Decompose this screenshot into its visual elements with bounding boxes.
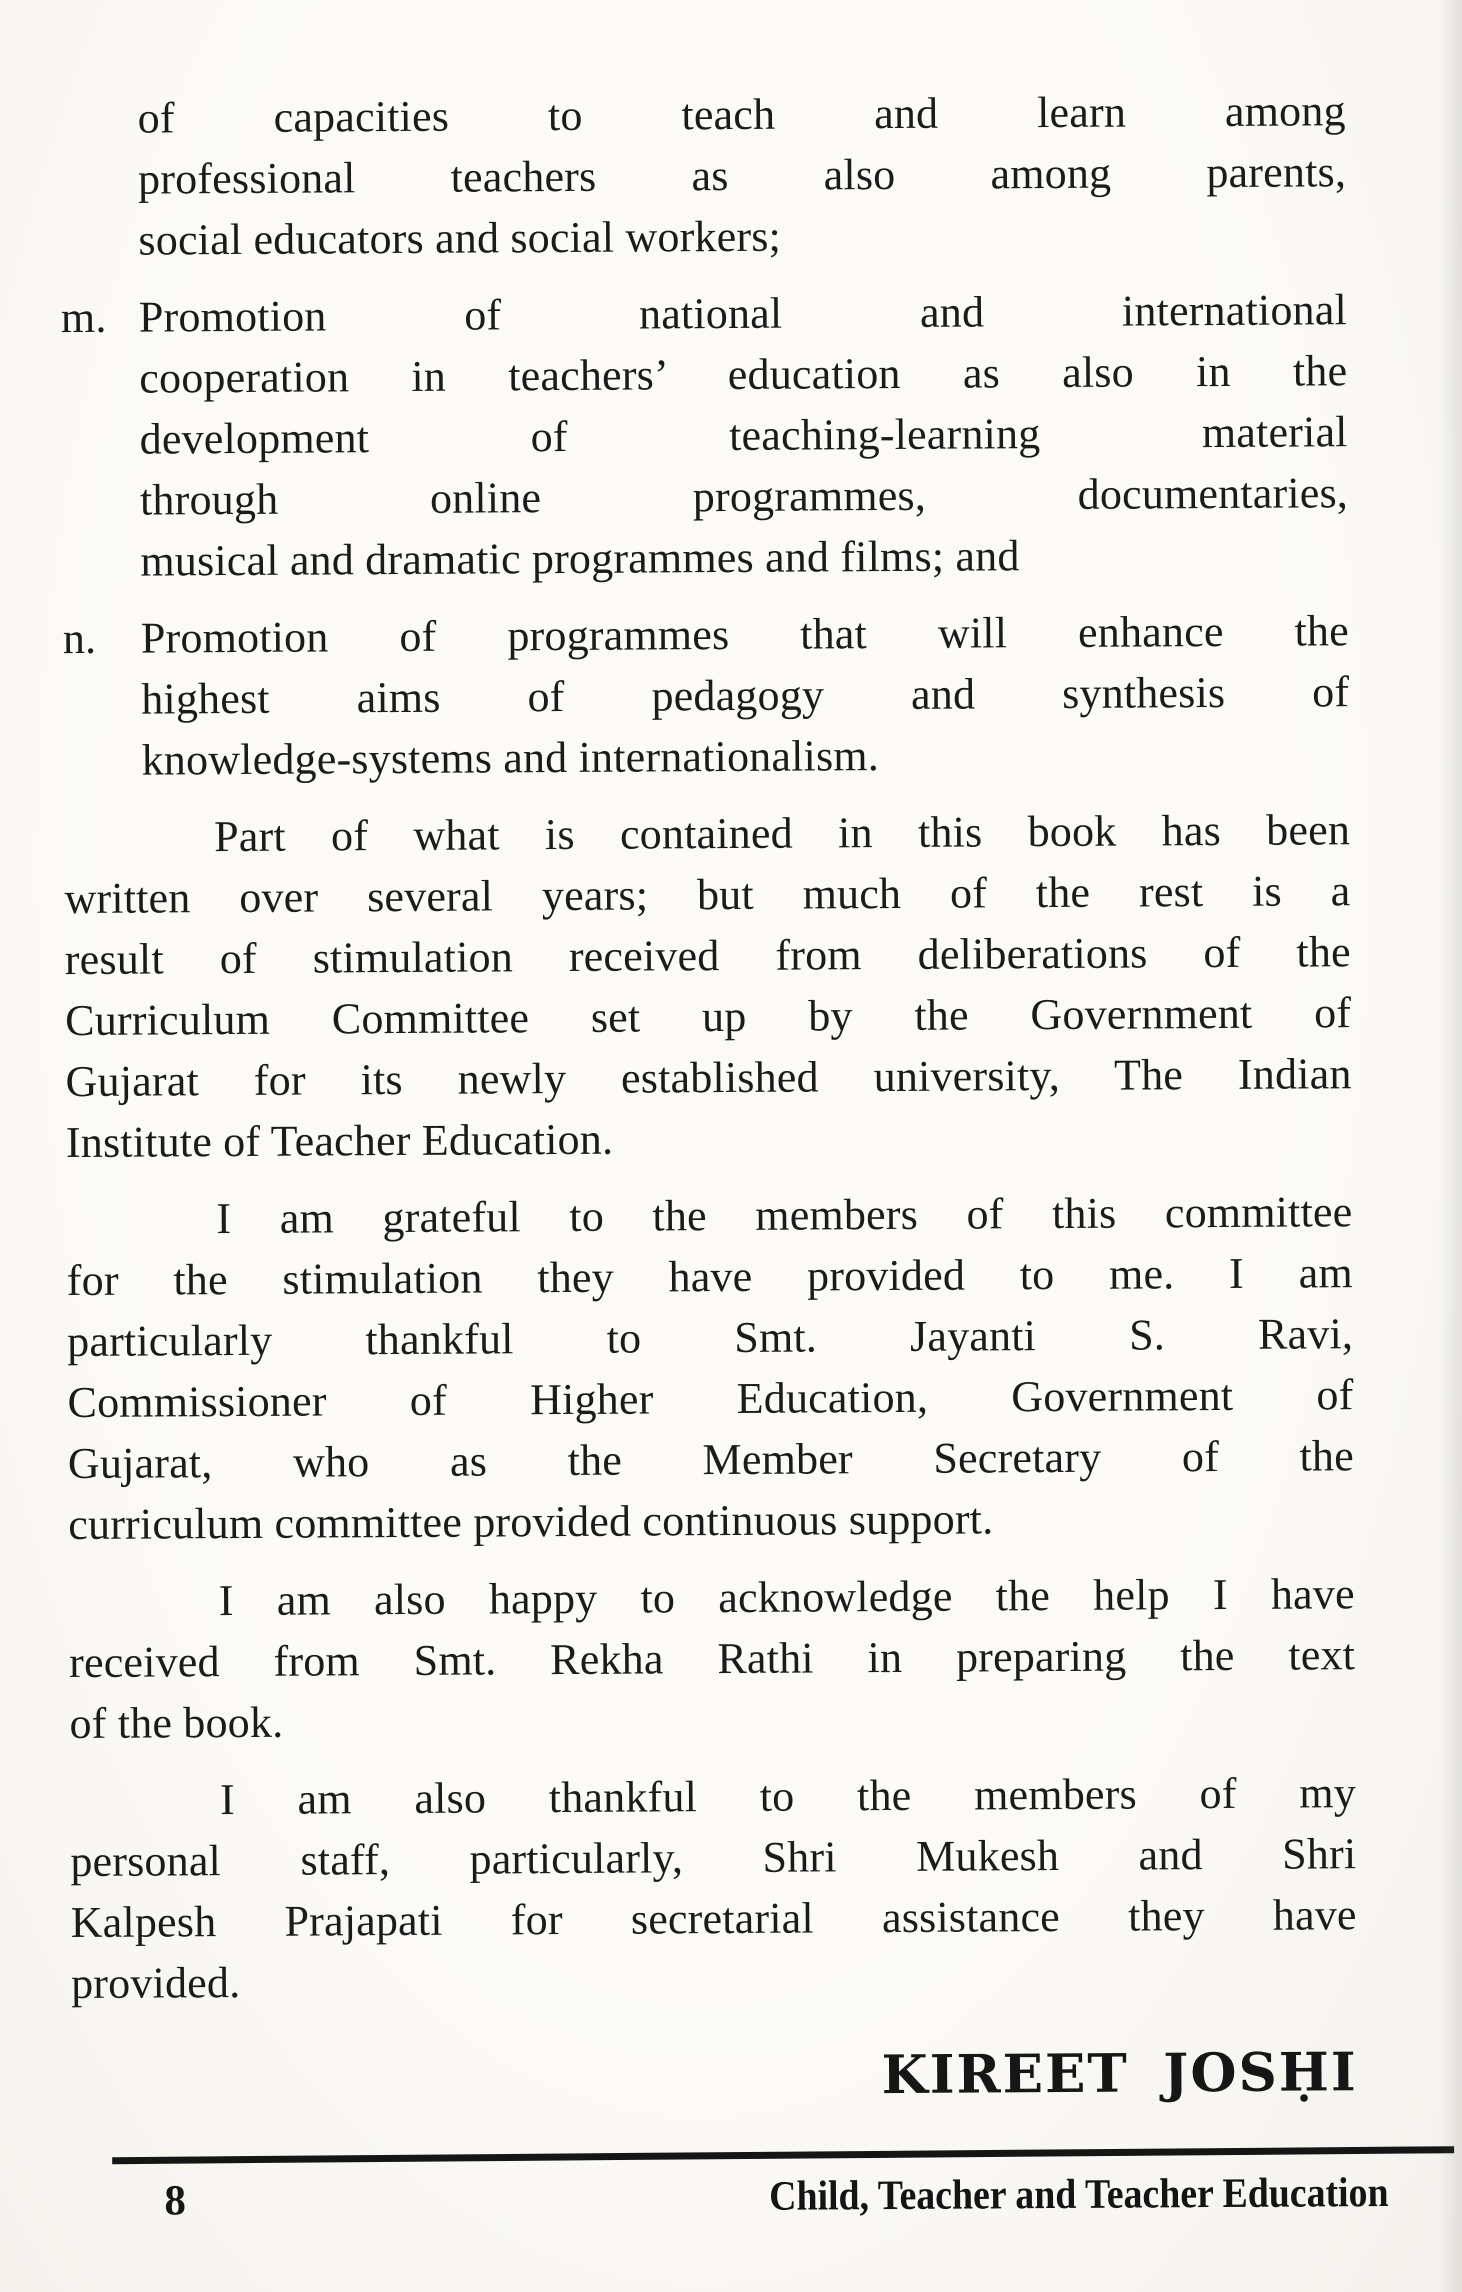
page-footer [6, 2148, 1462, 2227]
text-line: personal staff, particularly, Shri Mukesh and Shri [70, 1829, 1357, 1887]
text-line: professional teachers as also among parents, [137, 147, 1347, 204]
text-line: I am also happy to acknowledge the help I have [218, 1569, 1355, 1626]
text-line: musical and dramatic programmes and films; and [140, 531, 1020, 586]
text-line: Commissioner of Higher Education, Government of [67, 1370, 1354, 1428]
paragraph-3 [69, 1563, 1356, 1754]
list-item-n [63, 600, 1350, 791]
page-number: 8 [164, 2177, 187, 2225]
text-line: for the stimulation they have provided to me. I am [66, 1248, 1353, 1306]
text-line: Gujarat, who as the Member Secretary of the [67, 1431, 1355, 1489]
footer-row [6, 2155, 1462, 2227]
text-line: highest aims of pedagogy and synthesis of [141, 667, 1350, 724]
text-line: of the book. [69, 1697, 284, 1749]
text-line: I am grateful to the members of this committee [216, 1187, 1353, 1244]
text-line: received from Smt. Rekha Rathi in preparing the text [68, 1630, 1356, 1688]
book-title: Child, Teacher and Teacher Education [768, 2170, 1389, 2220]
text-line: knowledge-systems and internationalism. [141, 731, 880, 785]
list-item-marker [60, 88, 139, 271]
list-item-marker: m. [60, 292, 107, 343]
author-signature: KIREET JOSḤI [881, 2041, 1358, 2107]
text-line: of capacities to teach and learn among [137, 86, 1346, 143]
text-line: Curriculum Committee set up by the Government of [65, 988, 1352, 1046]
text-line: result of stimulation received from deliberations of the [64, 927, 1351, 985]
text-line: I am also thankful to the members of my [219, 1768, 1357, 1825]
list-item-text [141, 600, 1350, 790]
text-line: social educators and social workers; [138, 211, 782, 265]
text-line: particularly thankful to Smt. Jayanti S. Ravi, [67, 1309, 1354, 1367]
list-item-continuation [60, 80, 1347, 271]
list-item-marker: n. [62, 613, 97, 664]
text-line: Part of what is contained in this book has been [213, 805, 1351, 862]
text-line: Promotion of programmes that will enhance the [140, 606, 1350, 663]
paragraph-2 [66, 1181, 1354, 1555]
paragraph-4 [70, 1762, 1357, 2014]
text-line: development of teaching-learning material [139, 407, 1348, 464]
text-line: Kalpesh Prajapati for secretarial assistance they have [70, 1890, 1357, 1948]
text-line: provided. [70, 1958, 241, 2009]
text-line: Institute of Teacher Education. [65, 1114, 614, 1168]
text-line: curriculum committee provided continuous support. [68, 1494, 994, 1550]
paragraph-1 [64, 799, 1352, 1173]
text-line: Promotion of national and international [138, 285, 1348, 342]
list-item-text [139, 279, 1349, 591]
text-line: cooperation in teachers’ education as also in the [139, 346, 1348, 403]
objectives-list [60, 80, 1350, 791]
text-line: through online programmes, documentaries, [139, 468, 1349, 525]
list-item-text [138, 80, 1347, 270]
text-line: Gujarat for its newly established university, The Indian [65, 1049, 1352, 1107]
list-item-m [61, 279, 1349, 592]
text-line: written over several years; but much of the rest is a [64, 866, 1351, 924]
